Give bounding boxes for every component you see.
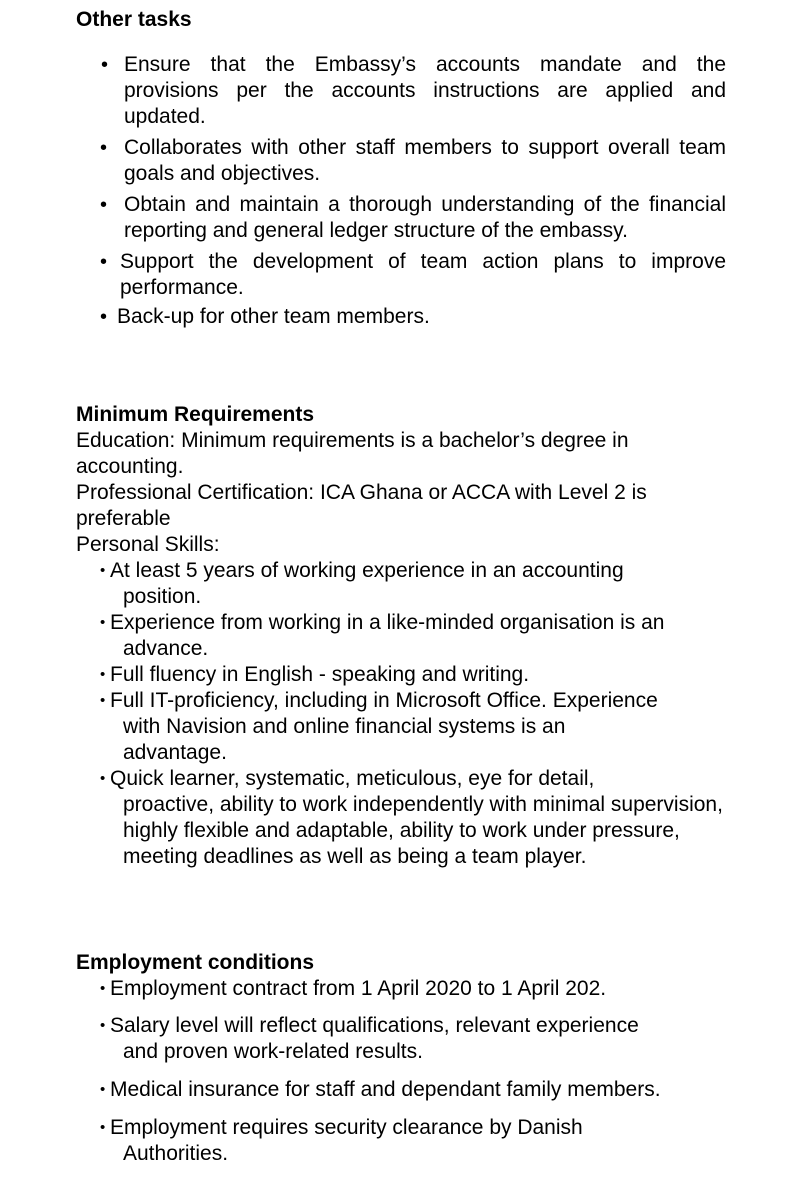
list-item — [76, 1115, 736, 1167]
list-item-text-continued: proactive, ability to work independently with minimal supervision, highly flexible and adaptable, ability to work under pressure, meeting deadlines as well as being a team player. — [123, 793, 723, 868]
list-item-text: Salary level will reflect qualifications, relevant experience — [110, 1014, 639, 1037]
list-item-text: Ensure that the Embassy’s accounts mandate and the provisions per the accounts instructions are applied and updated. — [124, 53, 726, 128]
bullet-icon: • — [100, 1081, 106, 1098]
list-item-text-continued: Authorities. — [123, 1142, 229, 1165]
list-item — [76, 192, 726, 244]
bullet-icon: • — [100, 562, 106, 579]
employment-conditions-list — [76, 976, 736, 1167]
other-tasks-section — [76, 7, 726, 330]
list-item-text-continued: position. — [123, 585, 202, 608]
list-item — [76, 1077, 736, 1103]
other-tasks-heading: Other tasks — [76, 8, 192, 31]
bullet-icon: • — [100, 194, 108, 216]
list-item — [76, 766, 736, 870]
bullet-icon: • — [100, 251, 108, 273]
list-item-text: Experience from working in a like-minded organisation is an — [110, 611, 665, 634]
list-item-text: Support the development of team action plans to improve performance. — [120, 250, 726, 299]
list-item-text: Employment requires security clearance by Danish — [110, 1116, 583, 1139]
certification-line-continued: preferable — [76, 507, 171, 530]
list-item-text-continued: with Navision and online financial systems is an advantage. — [123, 715, 566, 764]
list-item-text: Employment contract from 1 April 2020 to 1 April 202. — [110, 977, 607, 1000]
list-item — [76, 135, 726, 187]
bullet-icon: • — [100, 692, 106, 709]
bullet-icon: • — [100, 980, 106, 997]
personal-skills-label: Personal Skills: — [76, 533, 220, 556]
list-item — [76, 558, 736, 610]
bullet-icon: • — [100, 306, 108, 328]
list-item-text: Obtain and maintain a thorough understanding of the financial reporting and general ledger structure of the embassy. — [124, 193, 726, 242]
list-item — [76, 304, 726, 330]
list-item-text: Collaborates with other staff members to support overall team goals and objectives. — [124, 136, 726, 185]
bullet-icon: • — [100, 770, 106, 787]
list-item — [76, 249, 726, 301]
list-item-text: Quick learner, systematic, meticulous, eye for detail, — [110, 767, 595, 790]
list-item-text: Full IT-proficiency, including in Microsoft Office. Experience — [110, 689, 658, 712]
employment-conditions-section — [76, 950, 736, 1167]
list-item-text-continued: advance. — [123, 637, 209, 660]
list-item-text-continued: and proven work-related results. — [123, 1040, 423, 1063]
list-item-text: Full fluency in English - speaking and writing. — [110, 663, 530, 686]
list-item — [76, 662, 736, 688]
other-tasks-list — [76, 52, 726, 330]
list-item — [76, 1013, 736, 1065]
list-item — [76, 610, 736, 662]
list-item-text: Back-up for other team members. — [117, 305, 430, 328]
personal-skills-list — [76, 558, 736, 870]
list-item — [76, 52, 726, 130]
list-item-text: Medical insurance for staff and dependant family members. — [110, 1078, 661, 1101]
bullet-icon: • — [100, 1119, 106, 1136]
minimum-requirements-heading: Minimum Requirements — [76, 403, 315, 426]
employment-conditions-heading: Employment conditions — [76, 951, 315, 974]
bullet-icon: • — [100, 1017, 106, 1034]
list-item — [76, 976, 736, 1002]
list-item — [76, 688, 736, 766]
minimum-requirements-section — [76, 402, 736, 870]
education-line-continued: accounting. — [76, 455, 184, 478]
certification-line: Professional Certification: ICA Ghana or ACCA with Level 2 is — [76, 481, 647, 504]
bullet-icon: • — [101, 54, 109, 76]
education-line: Education: Minimum requirements is a bachelor’s degree in — [76, 429, 629, 452]
bullet-icon: • — [100, 666, 106, 683]
bullet-icon: • — [100, 614, 106, 631]
list-item-text: At least 5 years of working experience in an accounting — [110, 559, 624, 582]
bullet-icon: • — [100, 137, 108, 159]
